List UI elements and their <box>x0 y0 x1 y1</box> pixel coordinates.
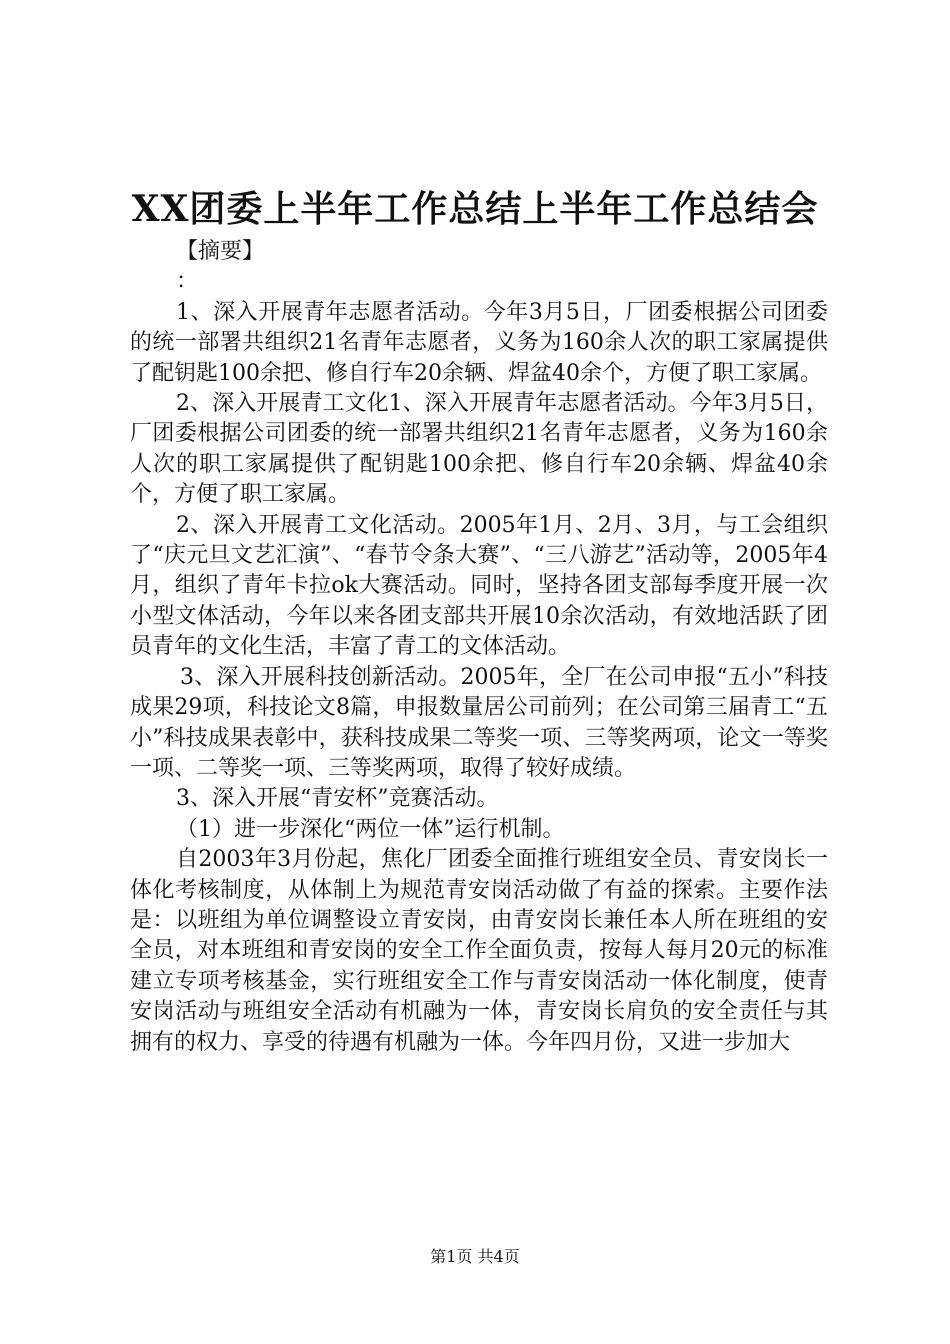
page-footer: 第1页 共4页 <box>430 1247 520 1266</box>
paragraph: 3、深入开展科技创新活动。2005年，全厂在公司申报“五小”科技成果29项，科技论文8篇，申报数量居公司前列；在公司第三届青工“五小”科技成果表彰中，获科技成果二等奖一项、三等奖两项，论文一等奖一项、二等奖一项、三等奖两项，取得了较好成绩。 <box>130 664 828 781</box>
paragraph: 3、深入开展“青安杯”竞赛活动。 <box>176 786 499 812</box>
paragraph: 自2003年3月份起，焦化厂团委全面推行班组安全员、青安岗长一体化考核制度，从体制上为规范青安岗活动做了有益的探索。主要作法是：以班组为单位调整设立青安岗，由青安岗长兼任本人所在班组的安全员，对本班组和青安岗的安全工作全面负责，按每人每月20元的标准建立专项考核基金，实行班组安全工作与青安岗活动一体化制度，使青安岗活动与班组安全活动有机融为一体，青安岗长肩负的安全责任与其拥有的权力、享受的待遇有机融为一体。今年四月份，又进一步加大 <box>130 847 828 1055</box>
paragraph: 1、深入开展青年志愿者活动。今年3月5日，厂团委根据公司团委的统一部署共组织21名青年志愿者，义务为160余人次的职工家属提供了配钥匙100余把、修自行车20余辆、焊盆40余个，方便了职工家属。 <box>130 299 828 386</box>
paragraph: （1）进一步深化“两位一体”运行机制。 <box>176 816 565 842</box>
document-title: XX团委上半年工作总结上半年工作总结会 <box>131 188 819 230</box>
abstract-colon: ： <box>176 269 199 295</box>
paragraph: 2、深入开展青工文化1、深入开展青年志愿者活动。今年3月5日，厂团委根据公司团委的统一部署共组织21名青年志愿者，义务为160余人次的职工家属提供了配钥匙100余把、修自行车20余辆、焊盆40余个，方便了职工家属。 <box>130 391 828 508</box>
paragraph: 2、深入开展青工文化活动。2005年1月、2月、3月，与工会组织了“庆元旦文艺汇演”、“春节令条大赛”、“三八游艺”活动等，2005年4月，组织了青年卡拉ok大赛活动。同时，坚持各团支部每季度开展一次小型文体活动，今年以来各团支部共开展10余次活动，有效地活跃了团员青年的文化生活，丰富了青工的文体活动。 <box>130 512 828 660</box>
document-body <box>130 237 828 1058</box>
abstract-label: 【摘要】 <box>176 239 265 264</box>
